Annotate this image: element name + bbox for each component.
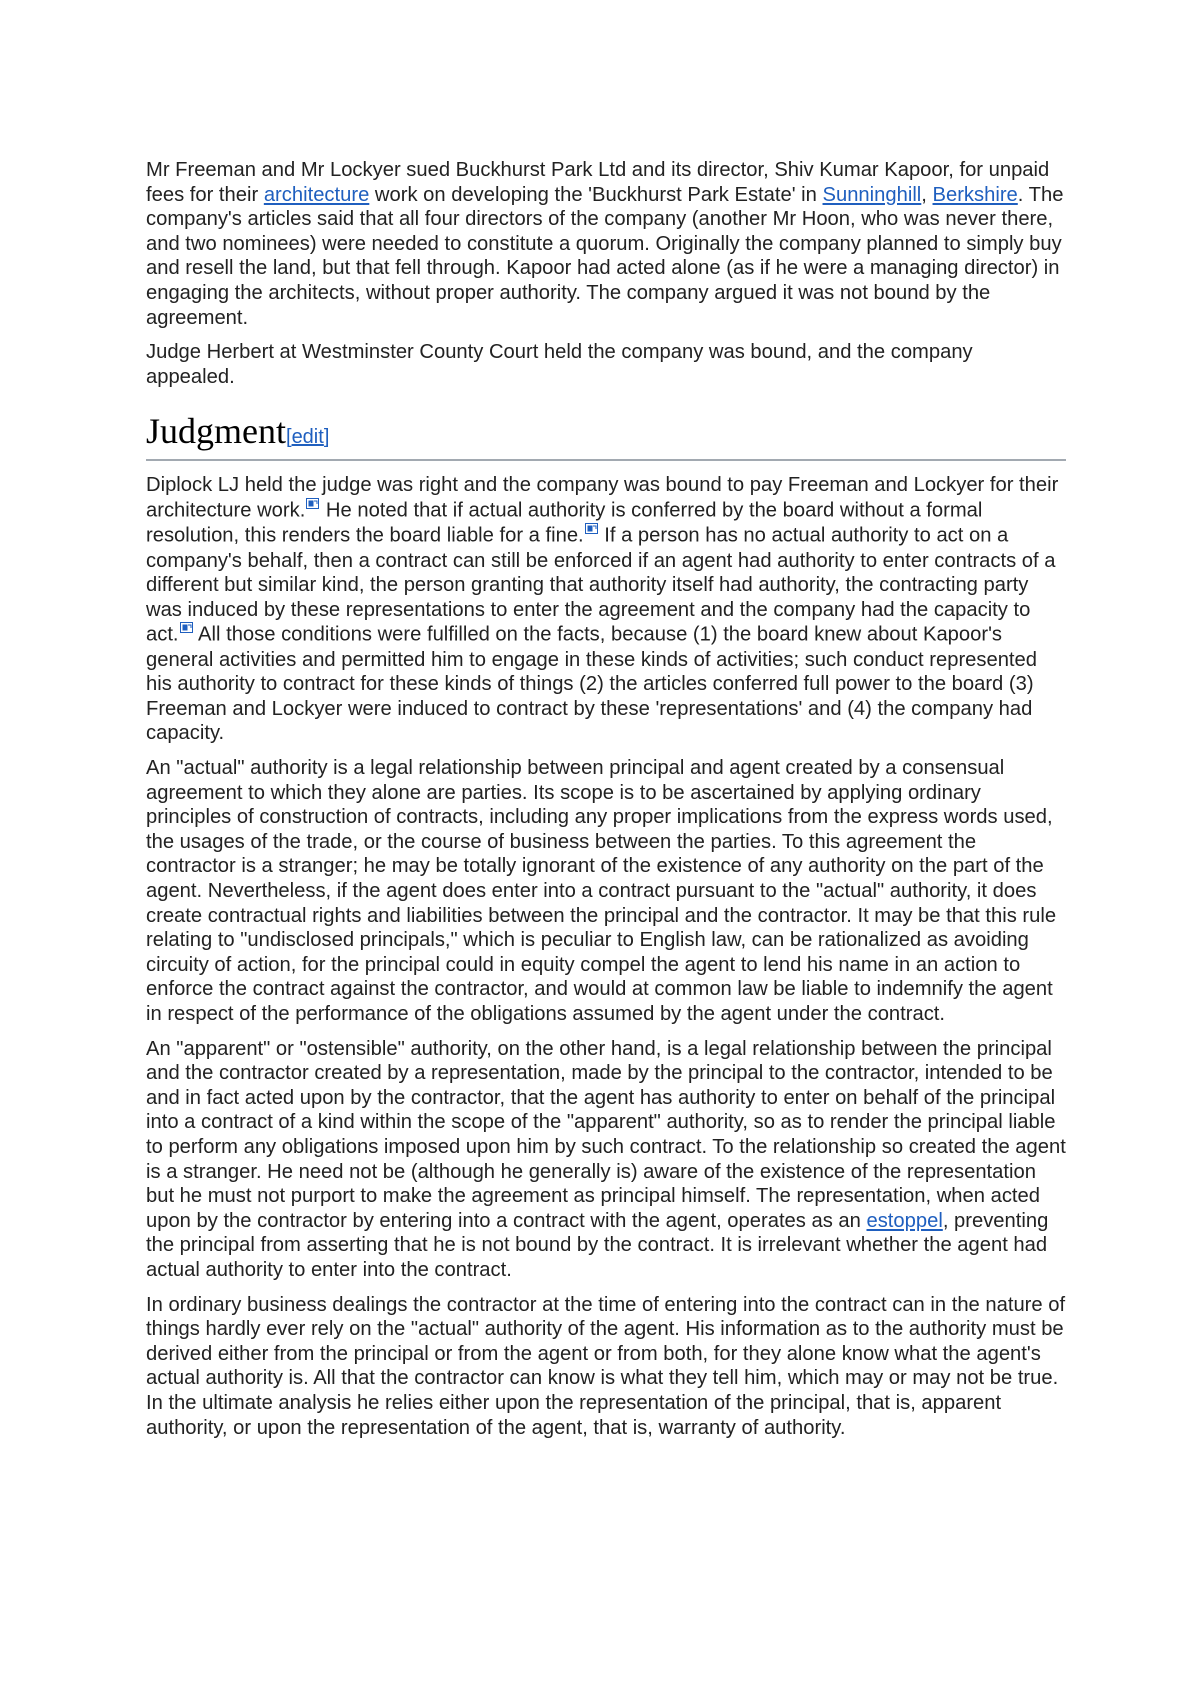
link-estoppel[interactable]: estoppel: [866, 1209, 943, 1232]
text-span: An "apparent" or "ostensible" authority, on the other hand, is a legal relationship between the principal and the contractor created by a representation, made by the principal to the contractor, intended to be and in fact acted upon by the contractor, that the agent has authority to enter on behalf of the principal into a contract of a kind within the scope of the "apparent" authority, so as to render the principal liable to perform any obligations imposed upon him by such contract. To the relationship so created the agent is a stranger. He need not be (although he generally is) aware of the existence of the representation but he must not purport to make the agreement as principal himself. The representation, when acted upon by the contractor by entering into a contract with the agent, operates as an: [146, 1037, 1066, 1232]
link-sunninghill[interactable]: Sunninghill: [822, 183, 922, 206]
text-span: work on developing the 'Buckhurst Park Estate' in: [369, 183, 823, 206]
judgment-paragraph-1: [146, 473, 1066, 746]
text-span: , preventing the principal from asserting that he is not bound by the contract. It is irrelevant whether the agent had actual authority to enter into the contract.: [146, 1209, 1049, 1281]
external-reference-icon[interactable]: [585, 523, 598, 534]
judgment-paragraph-4: In ordinary business dealings the contractor at the time of entering into the contract can in the nature of things hardly ever rely on the "actual" authority of the agent. His information as to the authority must be derived either from the principal or from the agent or from both, for they alone know what the agent's actual authority is. All that the contractor can know is what they tell him, which may or may not be true. In the ultimate analysis he relies either upon the representation of the principal, that is, apparent authority, or upon the representation of the agent, that is, warranty of authority.: [146, 1293, 1066, 1439]
edit-section-link: [286, 426, 329, 448]
intro-paragraph-1: [146, 158, 1066, 330]
intro-paragraph-2: Judge Herbert at Westminster County Court held the company was bound, and the company appealed.: [146, 341, 973, 388]
article-body: [146, 158, 1066, 1450]
text-span: ,: [921, 183, 933, 206]
text-span: He noted that if actual authority is conferred by the board without a formal resolution, this renders the board liable for a fine.: [146, 499, 983, 547]
section-heading-text: Judgment: [146, 411, 286, 452]
section-heading-judgment: [146, 411, 1066, 461]
edit-bracket-close: ]: [323, 426, 330, 449]
text-span: Mr Freeman and Mr Lockyer sued Buckhurst Park Ltd and its director, Shiv Kumar Kapoor, for unpaid fees for their: [146, 159, 1050, 206]
judgment-paragraph-2: An "actual" authority is a legal relationship between principal and agent created by a consensual agreement to which they alone are parties. Its scope is to be ascertained by applying ordinary principles of construction of contracts, including any proper implications from the express words used, the usages of the trade, or the course of business between the parties. To this agreement the contractor is a stranger; he may be totally ignorant of the existence of any authority on the part of the agent. Nevertheless, if the agent does enter into a contract pursuant to the "actual" authority, it does create contractual rights and liabilities between the principal and the contractor. It may be that this rule relating to "undisclosed principals," which is peculiar to English law, can be rationalized as avoiding circuity of action, for the principal could in equity compel the agent to lend his name in an action to enforce the contract against the contractor, and would at common law be liable to indemnify the agent in respect of the performance of the obligations assumed by the agent under the contract.: [146, 757, 1057, 1026]
text-span: . The company's articles said that all four directors of the company (another Mr Hoon, who was never there, and two nominees) were needed to constitute a quorum. Originally the company planned to simply buy and resell the land, but that fell through. Kapoor had acted alone (as if he were a managing director) in engaging the architects, without proper authority. The company argued it was not bound by the agreement.: [146, 183, 1064, 329]
external-reference-icon[interactable]: [180, 622, 193, 633]
edit-link[interactable]: edit: [291, 426, 324, 449]
external-reference-icon[interactable]: [306, 498, 319, 509]
text-span: Diplock LJ held the judge was right and the company was bound to pay Freeman and Lockyer for their architecture work.: [146, 474, 1059, 522]
text-span: All those conditions were fulfilled on the facts, because (1) the board knew about Kapoor's general activities and permitted him to engage in these kinds of activities; such conduct represented his authority to contract for these kinds of things (2) the articles conferred full power to the board (3) Freeman and Lockyer were induced to contract by these 'representations' and (4) the company had capacity.: [146, 624, 1038, 745]
judgment-paragraph-3: [146, 1037, 1066, 1283]
link-architecture[interactable]: architecture: [263, 183, 370, 206]
text-span: If a person has no actual authority to act on a company's behalf, then a contract can still be enforced if an agent had authority to enter contracts of a different but similar kind, the person granting that authority itself had authority, the contracting party was induced by these representations to enter the agreement and the company had the capacity to act.: [146, 525, 1056, 647]
edit-bracket-open: [: [286, 426, 292, 449]
link-berkshire[interactable]: Berkshire: [932, 183, 1018, 206]
